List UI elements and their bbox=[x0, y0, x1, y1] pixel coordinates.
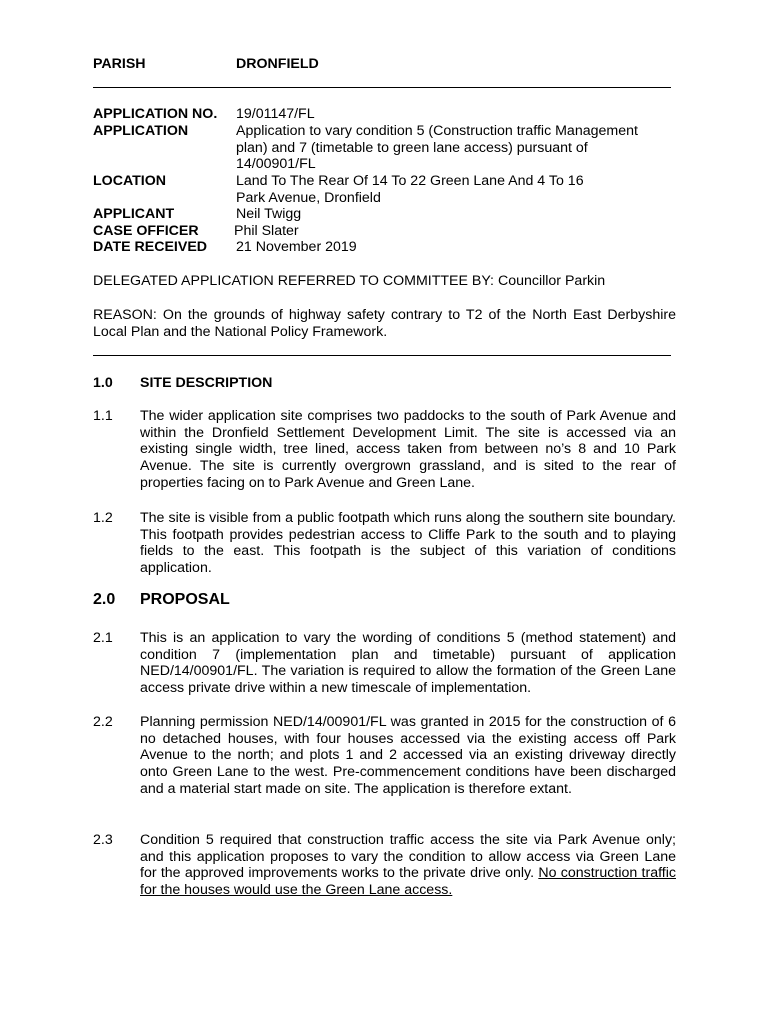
paragraph-text: This is an application to vary the wording of conditions 5 (method statement) and condition 7 (implementation plan and timetable) pursuant of application NED/14/00901/FL. The variation is required to allow the formation of the Green Lane access private drive within a new timescale of implementation. bbox=[140, 630, 676, 697]
date-received-label: DATE RECEIVED bbox=[93, 239, 208, 255]
location-label: LOCATION bbox=[93, 173, 167, 189]
section-number: 2.0 bbox=[93, 591, 116, 608]
application-no-label: APPLICATION NO. bbox=[93, 106, 218, 122]
paragraph-number: 2.2 bbox=[93, 714, 113, 730]
location-value-line: Land To The Rear Of 14 To 22 Green Lane And 4 To 16 bbox=[236, 173, 584, 189]
section-number: 1.0 bbox=[93, 375, 113, 391]
application-no-value: 19/01147/FL bbox=[236, 106, 315, 122]
reason-text: REASON: On the grounds of highway safety contrary to T2 of the North East Derbyshire Local Plan and the National Policy Framework. bbox=[93, 307, 676, 340]
date-received-value: 21 November 2019 bbox=[236, 239, 357, 255]
application-value-line: 14/00901/FL bbox=[236, 156, 316, 172]
case-officer-label: CASE OFFICER bbox=[93, 223, 199, 239]
application-value-line: plan) and 7 (timetable to green lane access) pursuant of bbox=[236, 140, 588, 156]
applicant-label: APPLICANT bbox=[93, 206, 175, 222]
section-title: SITE DESCRIPTION bbox=[140, 375, 273, 391]
paragraph-number: 1.1 bbox=[93, 408, 113, 424]
top-divider bbox=[93, 87, 671, 88]
paragraph-text: Planning permission NED/14/00901/FL was granted in 2015 for the construction of 6 no detached houses, with four houses accessed via the existing access off Park Avenue to the north; and plots 1 and 2 accessed via an existing driveway directly onto Green Lane to the west. Pre-commencement conditions have been discharged and a material start made on site. The application is therefore extant. bbox=[140, 714, 676, 797]
paragraph-text-body: Condition 5 required that construction traffic access the site via Park Avenue only; and this application proposes to vary the condition to allow access via Green Lane for the approved improvements works to the private drive only. bbox=[140, 832, 676, 882]
referral-text: DELEGATED APPLICATION REFERRED TO COMMITTEE BY: Councillor Parkin bbox=[93, 273, 606, 289]
parish-label: PARISH bbox=[93, 56, 146, 72]
paragraph-number: 2.3 bbox=[93, 832, 113, 848]
paragraph-text: The site is visible from a public footpath which runs along the southern site boundary. This footpath provides pedestrian access to Cliffe Park to the south and to playing fields to the east. This footpath is the subject of this variation of conditions application. bbox=[140, 510, 676, 577]
section-title: PROPOSAL bbox=[140, 591, 230, 608]
paragraph-number: 1.2 bbox=[93, 510, 113, 526]
application-value-line: Application to vary condition 5 (Construction traffic Management bbox=[236, 123, 638, 139]
paragraph-text: The wider application site comprises two paddocks to the south of Park Avenue and within the Dronfield Settlement Development Limit. The site is accessed via an existing single width, tree lined, access taken from between no’s 8 and 10 Park Avenue. The site is currently overgrown grassland, and is sited to the rear of properties facing on to Park Avenue and Green Lane. bbox=[140, 408, 676, 491]
reason-divider bbox=[93, 355, 671, 356]
paragraph-text bbox=[140, 832, 676, 899]
case-officer-value: Phil Slater bbox=[234, 223, 299, 239]
location-value-line: Park Avenue, Dronfield bbox=[236, 190, 381, 206]
parish-value: DRONFIELD bbox=[236, 56, 319, 72]
paragraph-number: 2.1 bbox=[93, 630, 113, 646]
paragraph-underlined-text: No construction traffic for the houses would use the Green Lane access. bbox=[140, 865, 676, 899]
application-label: APPLICATION bbox=[93, 123, 189, 139]
applicant-value: Neil Twigg bbox=[236, 206, 302, 222]
